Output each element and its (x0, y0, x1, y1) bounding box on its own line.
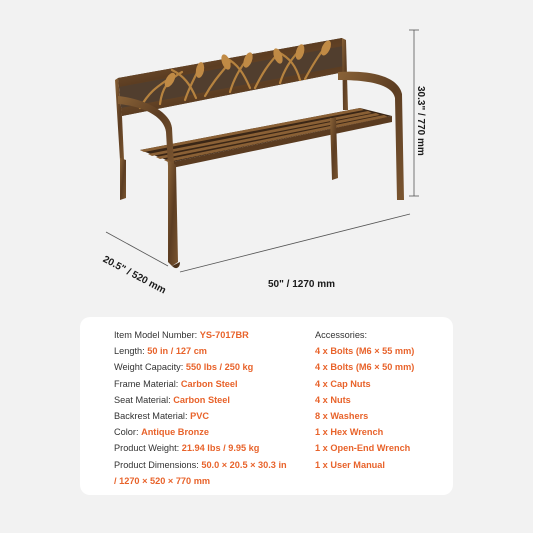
spec-model: Item Model Number: YS-7017BR (114, 330, 249, 340)
spec-length: Length: 50 in / 127 cm (114, 346, 207, 357)
spec-frame-material: Frame Material: Carbon Steel (114, 378, 238, 389)
seat (140, 108, 392, 168)
accessory-item: 1 x Hex Wrench (315, 427, 384, 438)
spec-list (114, 327, 287, 489)
accessory-item: 8 x Washers (315, 411, 369, 422)
spec-backrest-material: Backrest Material: PVC (114, 411, 209, 422)
spec-color: Color: Antique Bronze (114, 427, 209, 438)
spec-capacity: Weight Capacity: 550 lbs / 250 kg (114, 362, 254, 373)
height-dimension-label: 30.3" / 770 mm (415, 86, 426, 156)
spec-weight: Product Weight: 21.94 lbs / 9.95 kg (114, 443, 260, 454)
accessory-item: 4 x Bolts (M6 × 50 mm) (315, 362, 415, 373)
backrest (118, 38, 344, 116)
accessory-item: 4 x Cap Nuts (315, 378, 371, 389)
spec-dimensions: Product Dimensions: 50.0 × 20.5 × 30.3 in (114, 459, 287, 470)
spec-seat-material: Seat Material: Carbon Steel (114, 394, 230, 405)
width-dimension-label: 50" / 1270 mm (268, 279, 336, 290)
accessories-list (315, 327, 414, 473)
accessory-item: 1 x User Manual (315, 459, 385, 470)
accessory-item: 1 x Open-End Wrench (315, 443, 411, 454)
depth-dimension-label: 20.5" / 520 mm (100, 254, 168, 297)
accessories-title: Accessories: (315, 330, 368, 340)
spec-card (80, 317, 453, 495)
accessory-item: 4 x Bolts (M6 × 55 mm) (315, 346, 415, 357)
accessory-item: 4 x Nuts (315, 394, 351, 405)
spec-dimensions-metric: / 1270 × 520 × 770 mm (114, 475, 211, 486)
